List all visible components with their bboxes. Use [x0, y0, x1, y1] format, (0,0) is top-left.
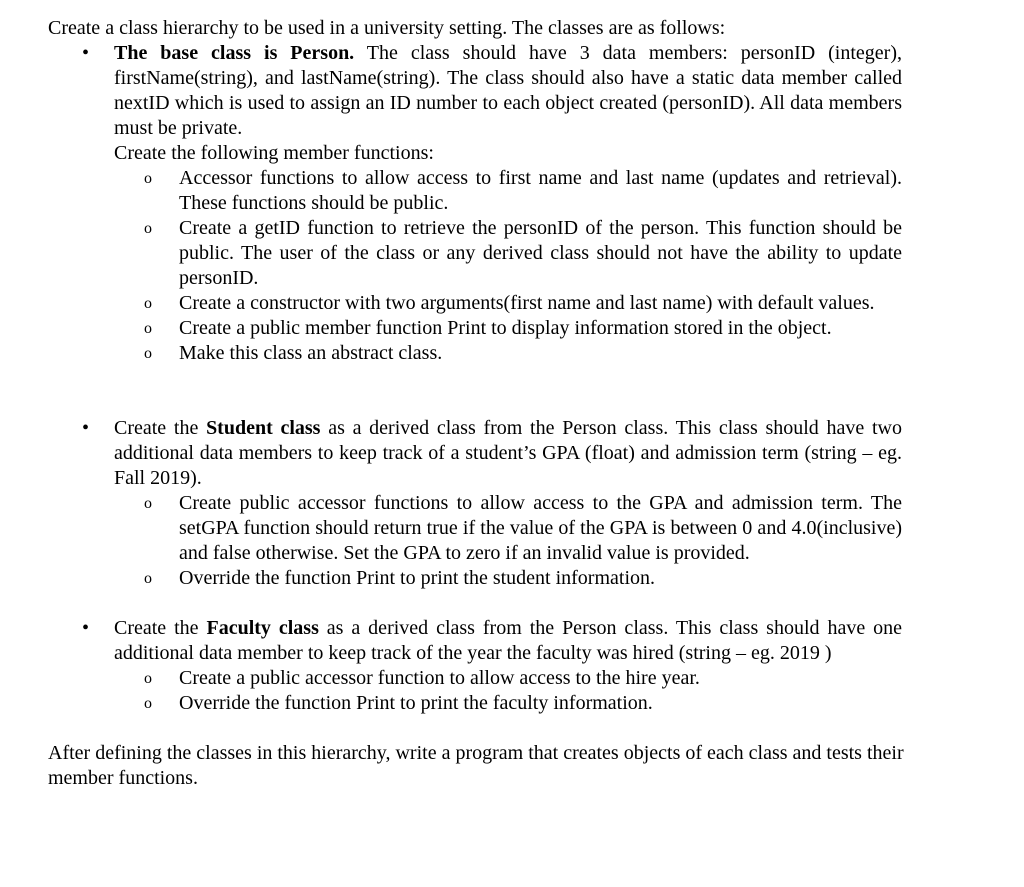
circle-bullet-icon: o — [144, 345, 152, 362]
list-item: o Create a constructor with two arguments(first name and last name) with default values. — [144, 292, 875, 314]
spacer — [48, 391, 904, 416]
person-functions-list — [114, 166, 902, 366]
list-item: o Create a public accessor function to allow access to the hire year. — [144, 667, 700, 689]
list-item: o Override the function Print to print the faculty information. — [144, 692, 653, 714]
circle-bullet-icon: o — [144, 670, 152, 687]
bullet-marker: • — [82, 42, 90, 64]
list-item: o Create a getID function to retrieve the personID of the person. This function should be public. The user of the class or any derived class should not have the ability to update personID. — [144, 217, 902, 289]
circle-bullet-icon: o — [144, 295, 152, 312]
circle-bullet-icon: o — [144, 170, 152, 187]
person-functions-intro: Create the following member functions: — [114, 142, 434, 164]
circle-bullet-icon: o — [144, 695, 152, 712]
list-item: o Make this class an abstract class. — [144, 342, 443, 364]
spacer — [48, 366, 904, 391]
spacer — [48, 716, 904, 741]
faculty-functions-list — [114, 666, 902, 716]
faculty-class-bold: Faculty class — [206, 617, 319, 639]
circle-bullet-icon: o — [144, 220, 152, 237]
intro-paragraph: Create a class hierarchy to be used in a university setting. The classes are as follows: — [48, 17, 726, 39]
list-item: o Accessor functions to allow access to first name and last name (updates and retrieval). These functions should be public. — [144, 167, 902, 214]
faculty-class-section — [48, 616, 902, 716]
person-class-section — [48, 41, 902, 366]
list-item: o Create a public member function Print to display information stored in the object. — [144, 317, 832, 339]
person-lead-rest: The class should have 3 data members: personID (integer), firstName(string), and lastName(string). The class should also have a static data member called nextID which is used to assign an ID number to each object created (personID). All data members must be private. — [114, 42, 902, 139]
bullet-marker: • — [82, 417, 90, 439]
person-description — [114, 41, 902, 141]
student-functions-list — [114, 491, 902, 591]
bullet-marker: • — [82, 617, 90, 639]
circle-bullet-icon: o — [144, 495, 152, 512]
student-description: Create the Student class as a derived class from the Person class. This class should have two additional data members to keep track of a student’s GPA (float) and admission term (string – eg. Fall 2019). — [114, 417, 902, 489]
list-item: o Override the function Print to print the student information. — [144, 567, 656, 589]
faculty-description: Create the Faculty class as a derived class from the Person class. This class should have one additional data member to keep track of the year the faculty was hired (string – eg. 2019 ) — [114, 617, 903, 664]
person-lead-bold: The base class is Person. — [114, 42, 355, 64]
circle-bullet-icon: o — [144, 570, 152, 587]
student-class-bold: Student class — [206, 417, 321, 439]
student-class-section — [48, 416, 902, 591]
circle-bullet-icon: o — [144, 320, 152, 337]
closing-paragraph: After defining the classes in this hierarchy, write a program that creates objects of each class and tests their member functions. — [48, 742, 904, 789]
list-item: o Create public accessor functions to allow access to the GPA and admission term. The setGPA function should return true if the value of the GPA is between 0 and 4.0(inclusive) and false otherwise. Set the GPA to zero if an invalid value is provided. — [144, 492, 902, 564]
document — [48, 16, 904, 791]
spacer — [48, 591, 904, 616]
